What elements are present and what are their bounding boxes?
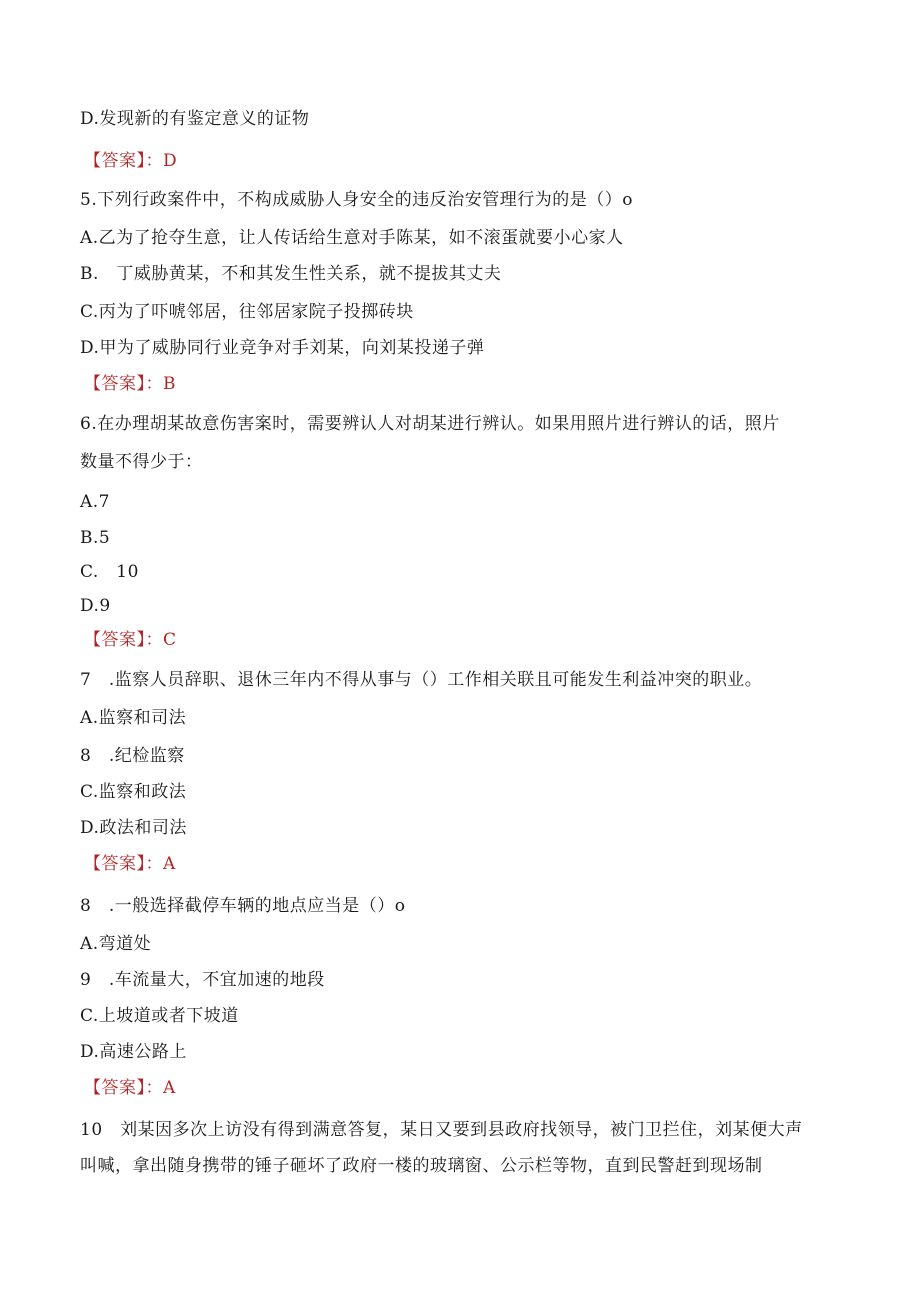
answer-line: 【答案】：C (84, 630, 177, 650)
option-line: 8 .纪检监察 (80, 746, 185, 766)
option-line: D.高速公路上 (80, 1042, 187, 1062)
option-line: A.7 (80, 492, 110, 512)
question-line: 6.在办理胡某故意伤害案时，需要辨认人对胡某进行辨认。如果用照片进行辨认的话，照片 (80, 414, 780, 434)
option-line: 9 .车流量大，不宜加速的地段 (80, 970, 325, 990)
option-line: A.乙为了抢夺生意，让人传话给生意对手陈某，如不滚蛋就要小心家人 (80, 228, 624, 248)
question-line: 7 .监察人员辞职、退休三年内不得从事与（）工作相关联且可能发生利益冲突的职业。 (80, 670, 763, 690)
option-line: B.5 (80, 528, 111, 548)
option-line: C. 10 (80, 562, 139, 582)
option-line: D.甲为了威胁同行业竞争对手刘某，向刘某投递子弹 (80, 338, 485, 358)
question-line: 8 .一般选择截停车辆的地点应当是（）o (80, 896, 406, 916)
option-line: D.政法和司法 (80, 818, 187, 838)
option-line: B. 丁威胁黄某，不和其发生性关系，就不提拔其丈夫 (80, 264, 502, 284)
option-line: C.监察和政法 (80, 782, 187, 802)
option-line: C.丙为了吓唬邻居，往邻居家院子投掷砖块 (80, 302, 414, 322)
question-line: 叫喊，拿出随身携带的锤子砸坏了政府一楼的玻璃窗、公示栏等物，直到民警赶到现场制 (80, 1156, 763, 1176)
answer-line: 【答案】：A (84, 854, 176, 874)
question-line: 数量不得少于： (80, 452, 203, 472)
option-line: D.9 (80, 596, 111, 616)
answer-line: 【答案】：A (84, 1078, 176, 1098)
answer-line: 【答案】：B (84, 374, 176, 394)
answer-line: 【答案】：D (84, 151, 178, 171)
option-line: A.监察和司法 (80, 708, 187, 728)
question-line: 10 刘某因多次上访没有得到满意答复，某日又要到县政府找领导，被门卫拦住，刘某便大声 (80, 1120, 803, 1140)
option-line: D.发现新的有鉴定意义的证物 (80, 109, 310, 129)
option-line: A.弯道处 (80, 934, 152, 954)
question-line: 5.下列行政案件中，不构成威胁人身安全的违反治安管理行为的是（）o (80, 190, 633, 210)
option-line: C.上坡道或者下坡道 (80, 1006, 239, 1026)
